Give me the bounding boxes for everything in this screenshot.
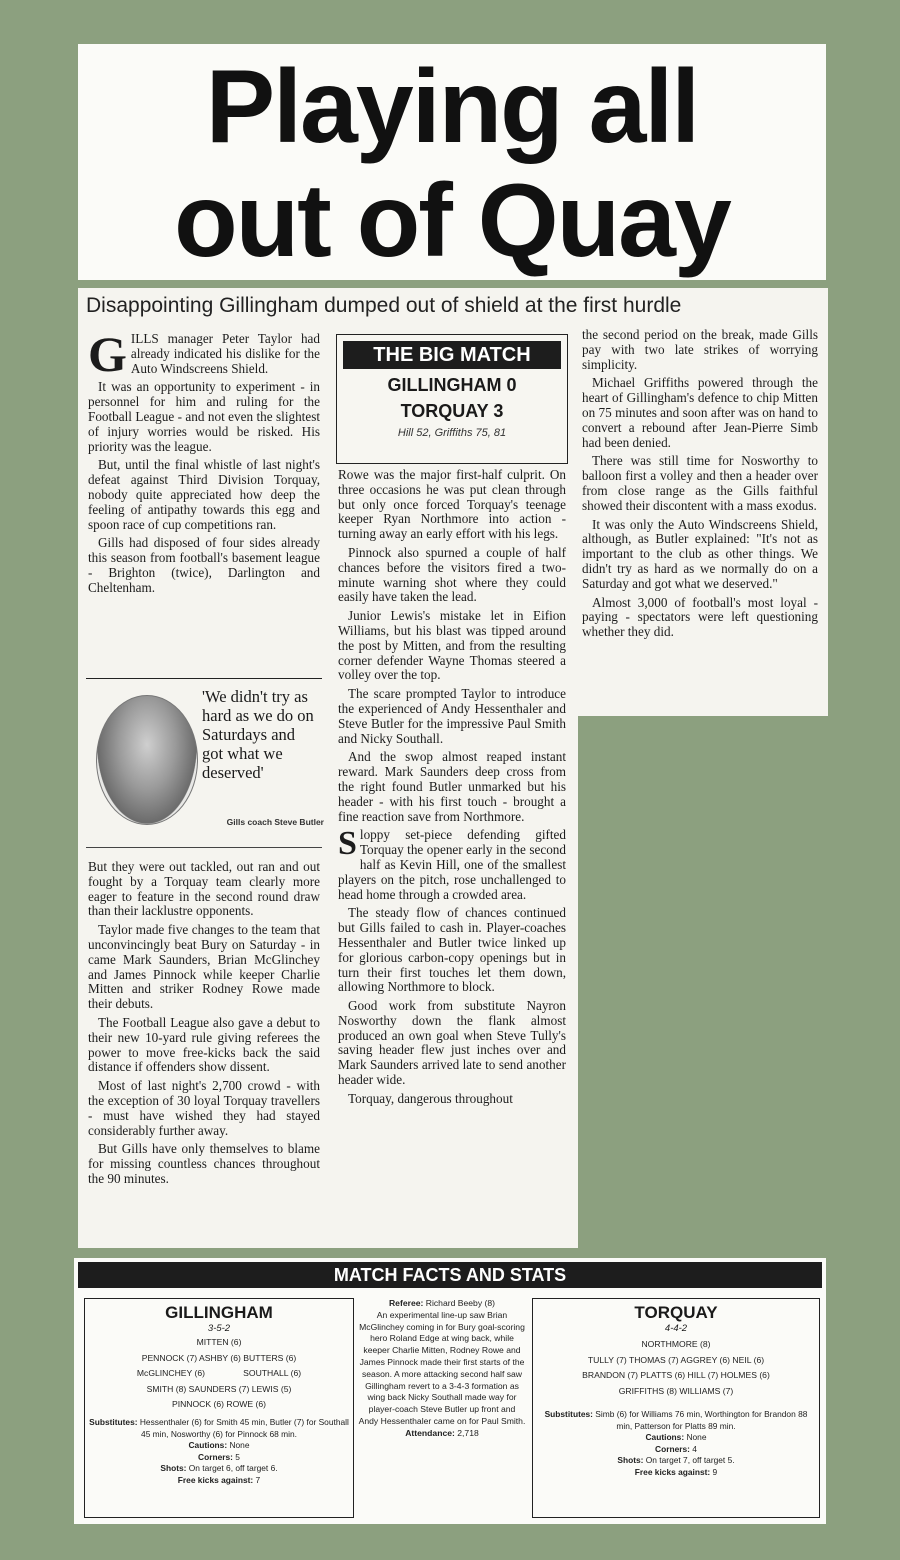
headline-panel (78, 44, 826, 280)
article-column-1-bottom (88, 860, 320, 1191)
lineup-row: SMITH (8) SAUNDERS (7) LEWIS (5) (146, 1383, 292, 1394)
match-facts-panel (74, 1258, 826, 1524)
paragraph: Most of last night's 2,700 crowd - with the exception of 30 loyal Torquay travellers - must have wished they had stayed considerably further away. (88, 1078, 320, 1138)
paragraph: GILLS manager Peter Taylor had already indicated his dislike for the Auto Windscreens Shield. (88, 326, 320, 382)
paragraph: Almost 3,000 of football's most loyal - paying - spectators were left questioning whether they did. (582, 594, 818, 640)
team-formation: 4-4-2 (664, 1323, 688, 1334)
referee: Referee: Richard Beeby (8) (388, 1298, 496, 1308)
paragraph: Junior Lewis's mistake let in Eifion Williams, but his blast was tipped around the post by Mitten, and from the resulting corner defender Wayne Thomas steered a volley over the top. (338, 608, 566, 683)
paragraph: And the swop almost reaped instant reward. Mark Saunders deep cross from the right found Butler unmarked but his header - with his first touch - brought a fine reaction save from Northmore. (338, 749, 566, 824)
article-body (78, 288, 828, 1248)
corners: Corners: 4 (655, 1443, 697, 1454)
subheadline: Disappointing Gillingham dumped out of shield at the first hurdle (86, 294, 682, 317)
paragraph: Torquay, dangerous throughout (348, 1090, 513, 1106)
big-match-box (336, 334, 568, 464)
shots: Shots: On target 6, off target 6. (160, 1463, 278, 1473)
away-score: TORQUAY 3 (400, 401, 504, 421)
paragraph: The Football League also gave a debut to their new 10-yard rule giving referees the power to move free-kicks back the said distance if offenders show dissent. (88, 1014, 320, 1075)
shots: Shots: On target 7, off target 5. (617, 1455, 735, 1465)
quote-text: 'We didn't try as hard as we do on Saturdays and got what we deserved' (202, 687, 314, 782)
home-score: GILLINGHAM 0 (387, 375, 517, 395)
background-gap (578, 716, 828, 1248)
team-name: GILLINGHAM (165, 1303, 273, 1322)
paragraph: The scare prompted Taylor to introduce the experienced of Andy Hessenthaler and Steve Butler for the impressive Paul Smith and Nicky Southall. (338, 686, 566, 746)
team-name: TORQUAY (634, 1303, 718, 1322)
paragraph: But they were out tackled, out ran and out fought by a Torquay team clearly more eager to feature in the second round draw than their lacklustre opponents. (88, 859, 320, 919)
pull-quote (86, 678, 322, 848)
lineup-row: TULLY (7) THOMAS (7) AGGREY (6) NEIL (6) (587, 1354, 765, 1365)
lineup-row: McGLINCHEY (6) SOUTHALL (6) (136, 1368, 302, 1378)
subhead-strip (78, 288, 828, 324)
match-notes (358, 1298, 526, 1440)
paragraph: the second period on the break, made Gills pay with two late strikes of worrying simplicity. (582, 327, 818, 372)
free-kicks: Free kicks against: 9 (634, 1466, 718, 1477)
match-facts-header (78, 1262, 822, 1288)
team-stats (537, 1409, 815, 1478)
drop-cap: G (88, 326, 127, 382)
lineup (533, 1337, 819, 1399)
article-column-1-top (88, 326, 320, 600)
cautions: Cautions: None (645, 1432, 707, 1442)
paragraph: Taylor made five changes to the team that unconvincingly beat Bury on Saturday - in came Mark Saunders, Brian McGlinchey and James Pinnock while keeper Charlie Mitten and striker Rodney Rowe made their debuts. (88, 922, 320, 1012)
lineup (85, 1335, 353, 1413)
article-column-3 (582, 328, 818, 644)
lineup-row: PINNOCK (6) ROWE (6) (171, 1399, 267, 1409)
quote-credit: Gills coach Steve Butler (226, 817, 324, 827)
paragraph: Sloppy set-piece defending gifted Torquay the opener early in the second half as Kevin Hill, one of the smallest players on the pitch, rose unchallenged to head home through a crowded area. (338, 825, 566, 902)
lineup-row: NORTHMORE (8) (641, 1339, 711, 1349)
paragraph: Gills had disposed of four sides already this season from football's basement league - Brighton (twice), Darlington and Cheltenham. (88, 535, 320, 595)
headline-line-2: out of Quay (174, 163, 730, 279)
free-kicks: Free kicks against: 7 (177, 1474, 261, 1485)
paragraph: It was only the Auto Windscreens Shield, although, as Butler explained: "It's not as important to the club as other things. We didn't try as hard as we normally do on a Saturday and got what we deserved." (582, 516, 818, 591)
article-column-2 (338, 468, 566, 1111)
corners: Corners: 5 (198, 1451, 240, 1462)
attendance: Attendance: 2,718 (405, 1427, 479, 1438)
match-facts-title: MATCH FACTS AND STATS (333, 1265, 567, 1285)
big-match-header (343, 341, 561, 369)
drop-cap: S (338, 825, 357, 863)
lineup-row: PENNOCK (7) ASHBY (6) BUTTERS (6) (141, 1352, 297, 1363)
paragraph: Rowe was the major first-half culprit. On three occasions he was put clean through but only once forced Torquay's teenage keeper Ryan Northmore into action - turning away an early effort with his legs. (338, 467, 566, 542)
paragraph: But, until the final whistle of last night's defeat against Third Division Torquay, nobody quite appreciated how deep the feeling of antipathy towards this egg and spoon race of cup competitions ran. (88, 457, 320, 532)
player-photo (96, 695, 198, 825)
lineup-row: BRANDON (7) PLATTS (6) HILL (7) HOLMES (6) (582, 1370, 770, 1380)
lineup-row: GRIFFITHS (8) WILLIAMS (7) (618, 1385, 734, 1396)
paragraph: Good work from substitute Nayron Nosworthy down the flank almost produced an own goal when Steve Tully's saving header flew just inches over and Mark Saunders arrived late to send another header wide. (338, 998, 566, 1088)
big-match-title: THE BIG MATCH (373, 344, 531, 366)
team-formation: 3-5-2 (207, 1323, 231, 1334)
gillingham-box (84, 1298, 354, 1518)
paragraph: The steady flow of chances continued but Gills failed to cash in. Player-coaches Hessenthaler and Butler twice linked up for glorious carbon-copy openings but in turn their first touches let them down, allowing Northmore to block. (338, 905, 566, 995)
match-note: An experimental line-up saw Brian McGlinchey coming in for Bury goal-scoring hero Roland Edge at wing back, while keeper Charlie Mitten, Rodney Rowe and James Pinnock made their first starts of the season. A more attacking second half saw Gillingham revert to a 3-4-3 formation as wing back Nicky Southall made way for player-coach Steve Butler up front and Andy Hessenthaler came on for Paul Smith. (358, 1309, 526, 1426)
cautions: Cautions: None (188, 1440, 250, 1450)
goal-scorers: Hill 52, Griffiths 75, 81 (397, 427, 507, 439)
paragraph: Michael Griffiths powered through the heart of Gillingham's defence to chip Mitten on 75 minutes and soon after was on hand to convert a rebound after Jean-Pierre Simb had been denied. (582, 375, 818, 450)
paragraph: Pinnock also spurned a couple of half chances before the visitors fired a two-minute warning shot where they could easily have taken the lead. (338, 544, 566, 605)
lineup-row: MITTEN (6) (196, 1337, 242, 1347)
torquay-box (532, 1298, 820, 1518)
substitutes: Substitutes: Simb (6) for Williams 76 min, Worthington for Brandon 88 min, Patterson for Platts 89 min. (544, 1409, 808, 1431)
paragraph: But Gills have only themselves to blame for missing countless chances throughout the 90 minutes. (88, 1141, 320, 1186)
headline-line-1: Playing all (205, 49, 699, 165)
substitutes: Substitutes: Hessenthaler (6) for Smith 45 min, Butler (7) for Southall 45 min, Nosworthy (6) for Pinnock 68 min. (89, 1417, 349, 1439)
paragraph: It was an opportunity to experiment - in personnel for him and ruling for the Football League - and not even the slightest of injury worries would be risked. His priority was the league. (88, 379, 320, 454)
paragraph: There was still time for Nosworthy to balloon first a volley and then a header over from close range as the Gills faithful showed their discontent with a mass exodus. (582, 453, 818, 513)
team-stats (89, 1417, 349, 1486)
